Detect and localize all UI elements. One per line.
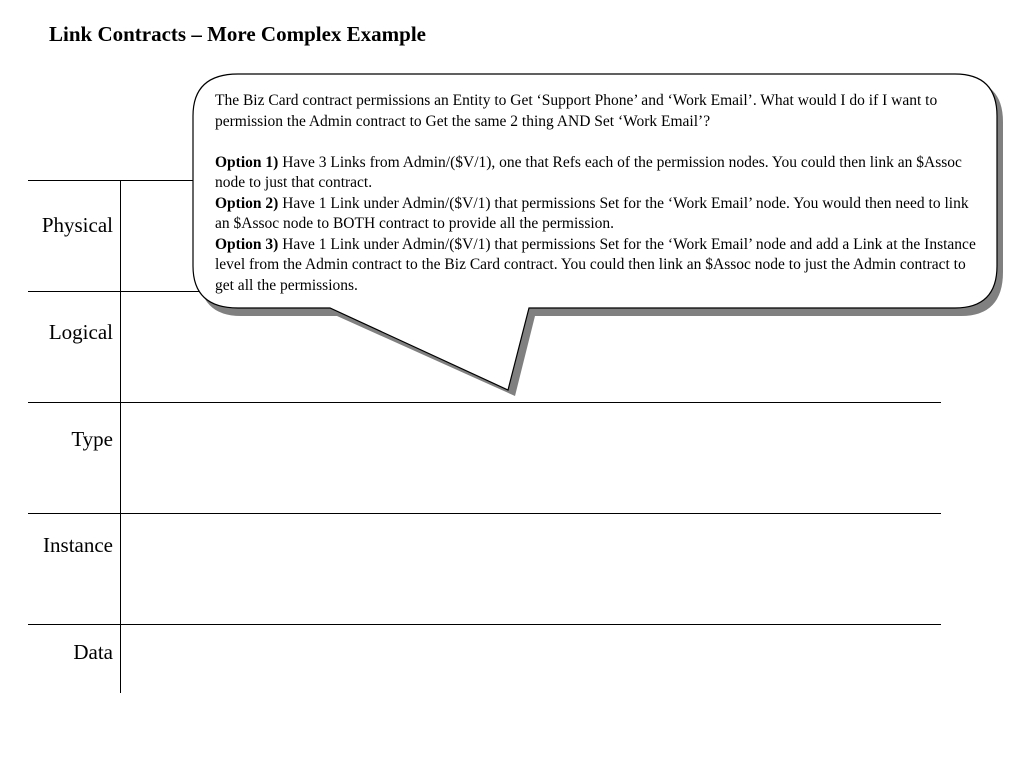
option-2-label: Option 2)	[215, 194, 279, 212]
option-1-text: Have 3 Links from Admin/($V/1), one that Refs each of the permission nodes. You could then link an $Assoc node to just that contract.	[215, 153, 962, 191]
layer-label-physical: Physical	[41, 213, 113, 237]
callout-option-2	[215, 194, 985, 235]
layer-label-data: Data	[73, 640, 113, 664]
layer-label-logical: Logical	[48, 320, 113, 344]
layer-label-type: Type	[71, 427, 113, 451]
option-2-text: Have 1 Link under Admin/($V/1) that permissions Set for the ‘Work Email’ node. You would then need to link an $Assoc node to BOTH contract to provide all the permission.	[215, 194, 969, 232]
option-3-text: Have 1 Link under Admin/($V/1) that permissions Set for the ‘Work Email’ node and add a Link at the Instance level from the Admin contract to the Biz Card contract. You could then link an $Assoc node to just the Admin contract to get all the permissions.	[215, 235, 976, 294]
option-1-label: Option 1)	[215, 153, 279, 171]
layer-label-instance: Instance	[43, 533, 113, 557]
callout-spacer	[215, 132, 985, 153]
callout-option-3	[215, 235, 985, 297]
callout-option-1	[215, 153, 985, 194]
callout-intro: The Biz Card contract permissions an Entity to Get ‘Support Phone’ and ‘Work Email’. What would I do if I want to permission the Admin contract to Get the same 2 thing AND Set ‘Work Email’?	[215, 92, 938, 130]
callout-text	[215, 91, 985, 296]
option-3-label: Option 3)	[215, 235, 279, 253]
slide-title: Link Contracts – More Complex Example	[49, 22, 427, 46]
